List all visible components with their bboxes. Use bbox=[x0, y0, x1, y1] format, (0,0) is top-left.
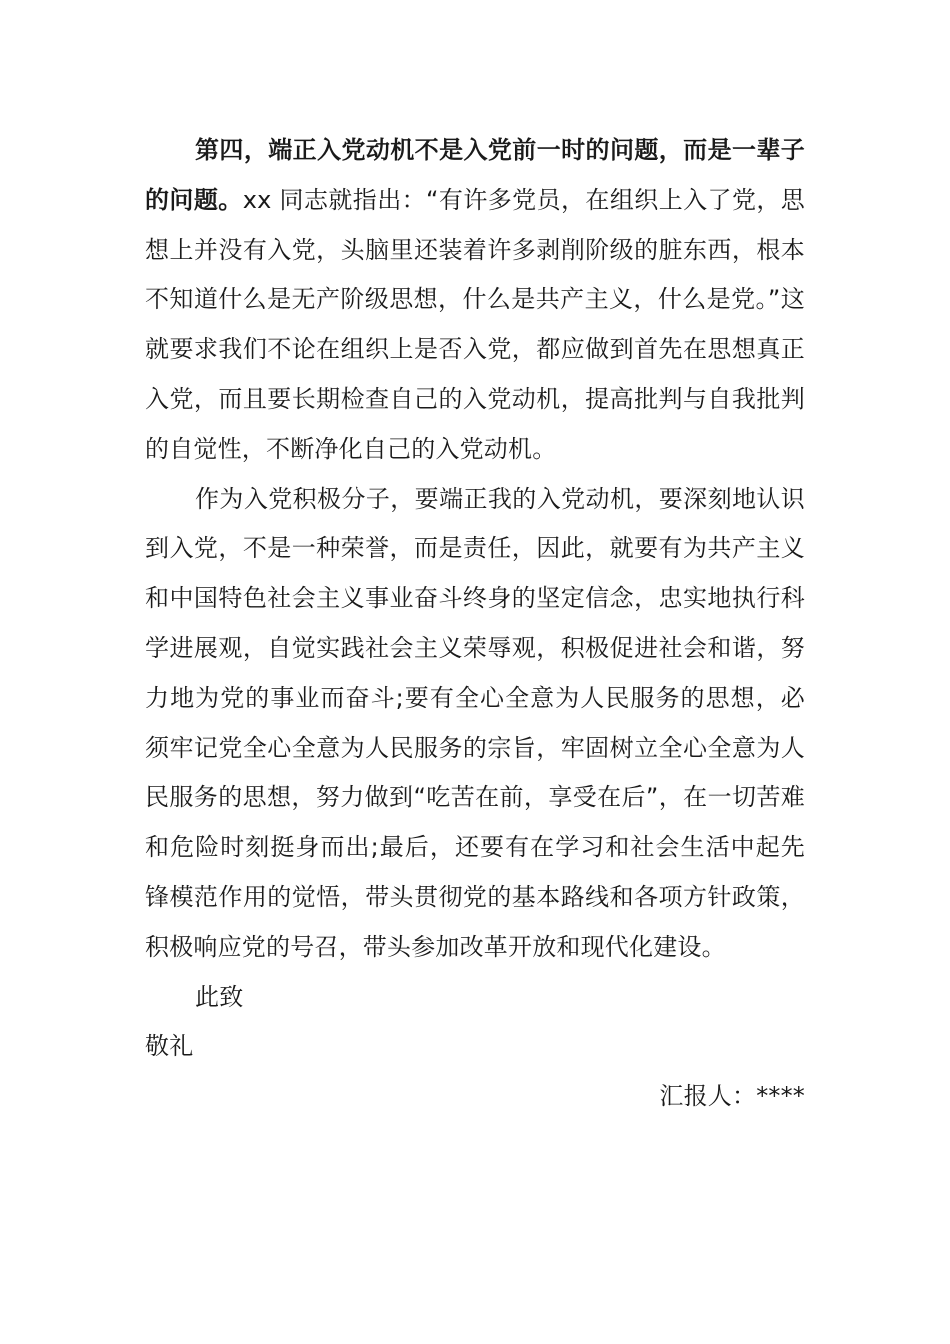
paragraph-1-lead: 第四，端正入党动机不是入党前一时的问题，而是一辈子的问题。 bbox=[145, 136, 805, 214]
paragraph-2: 作为入党积极分子，要端正我的入党动机，要深刻地认识到入党，不是一种荣誉，而是责任，因此，就要有为共产主义和中国特色社会主义事业奋斗终身的坚定信念，忠实地执行科学进展观，自觉实践社会主义荣辱观，积极促进社会和谐，努力地为党的事业而奋斗;要有全心全意为人民服务的思想，必须牢记党全心全意为人民服务的宗旨，牢固树立全心全意为人民服务的思想，努力做到“吃苦在前，享受在后”，在一切苦难和危险时刻挺身而出;最后，还要有在学习和社会生活中起先锋模范作用的觉悟，带头贯彻党的基本路线和各项方针政策，积极响应党的号召，带头参加改革开放和现代化建设。 bbox=[145, 484, 805, 961]
salutation-line: 敬礼 bbox=[145, 1032, 194, 1061]
closing-line: 此致 bbox=[195, 982, 244, 1011]
document-body bbox=[145, 126, 805, 1122]
signature-line: 汇报人：**** bbox=[659, 1082, 805, 1111]
paragraph-1 bbox=[145, 126, 805, 475]
paragraph-1-body: xx 同志就指出：“有许多党员，在组织上入了党，思想上并没有入党，头脑里还装着许多剥削阶级的脏东西，根本不知道什么是无产阶级思想，什么是共产主义，什么是党。”这就要求我们不论在组织上是否入党，都应做到首先在思想真正入党，而且要长期检查自己的入党动机，提高批判与自我批判的自觉性，不断净化自己的入党动机。 bbox=[145, 185, 805, 463]
